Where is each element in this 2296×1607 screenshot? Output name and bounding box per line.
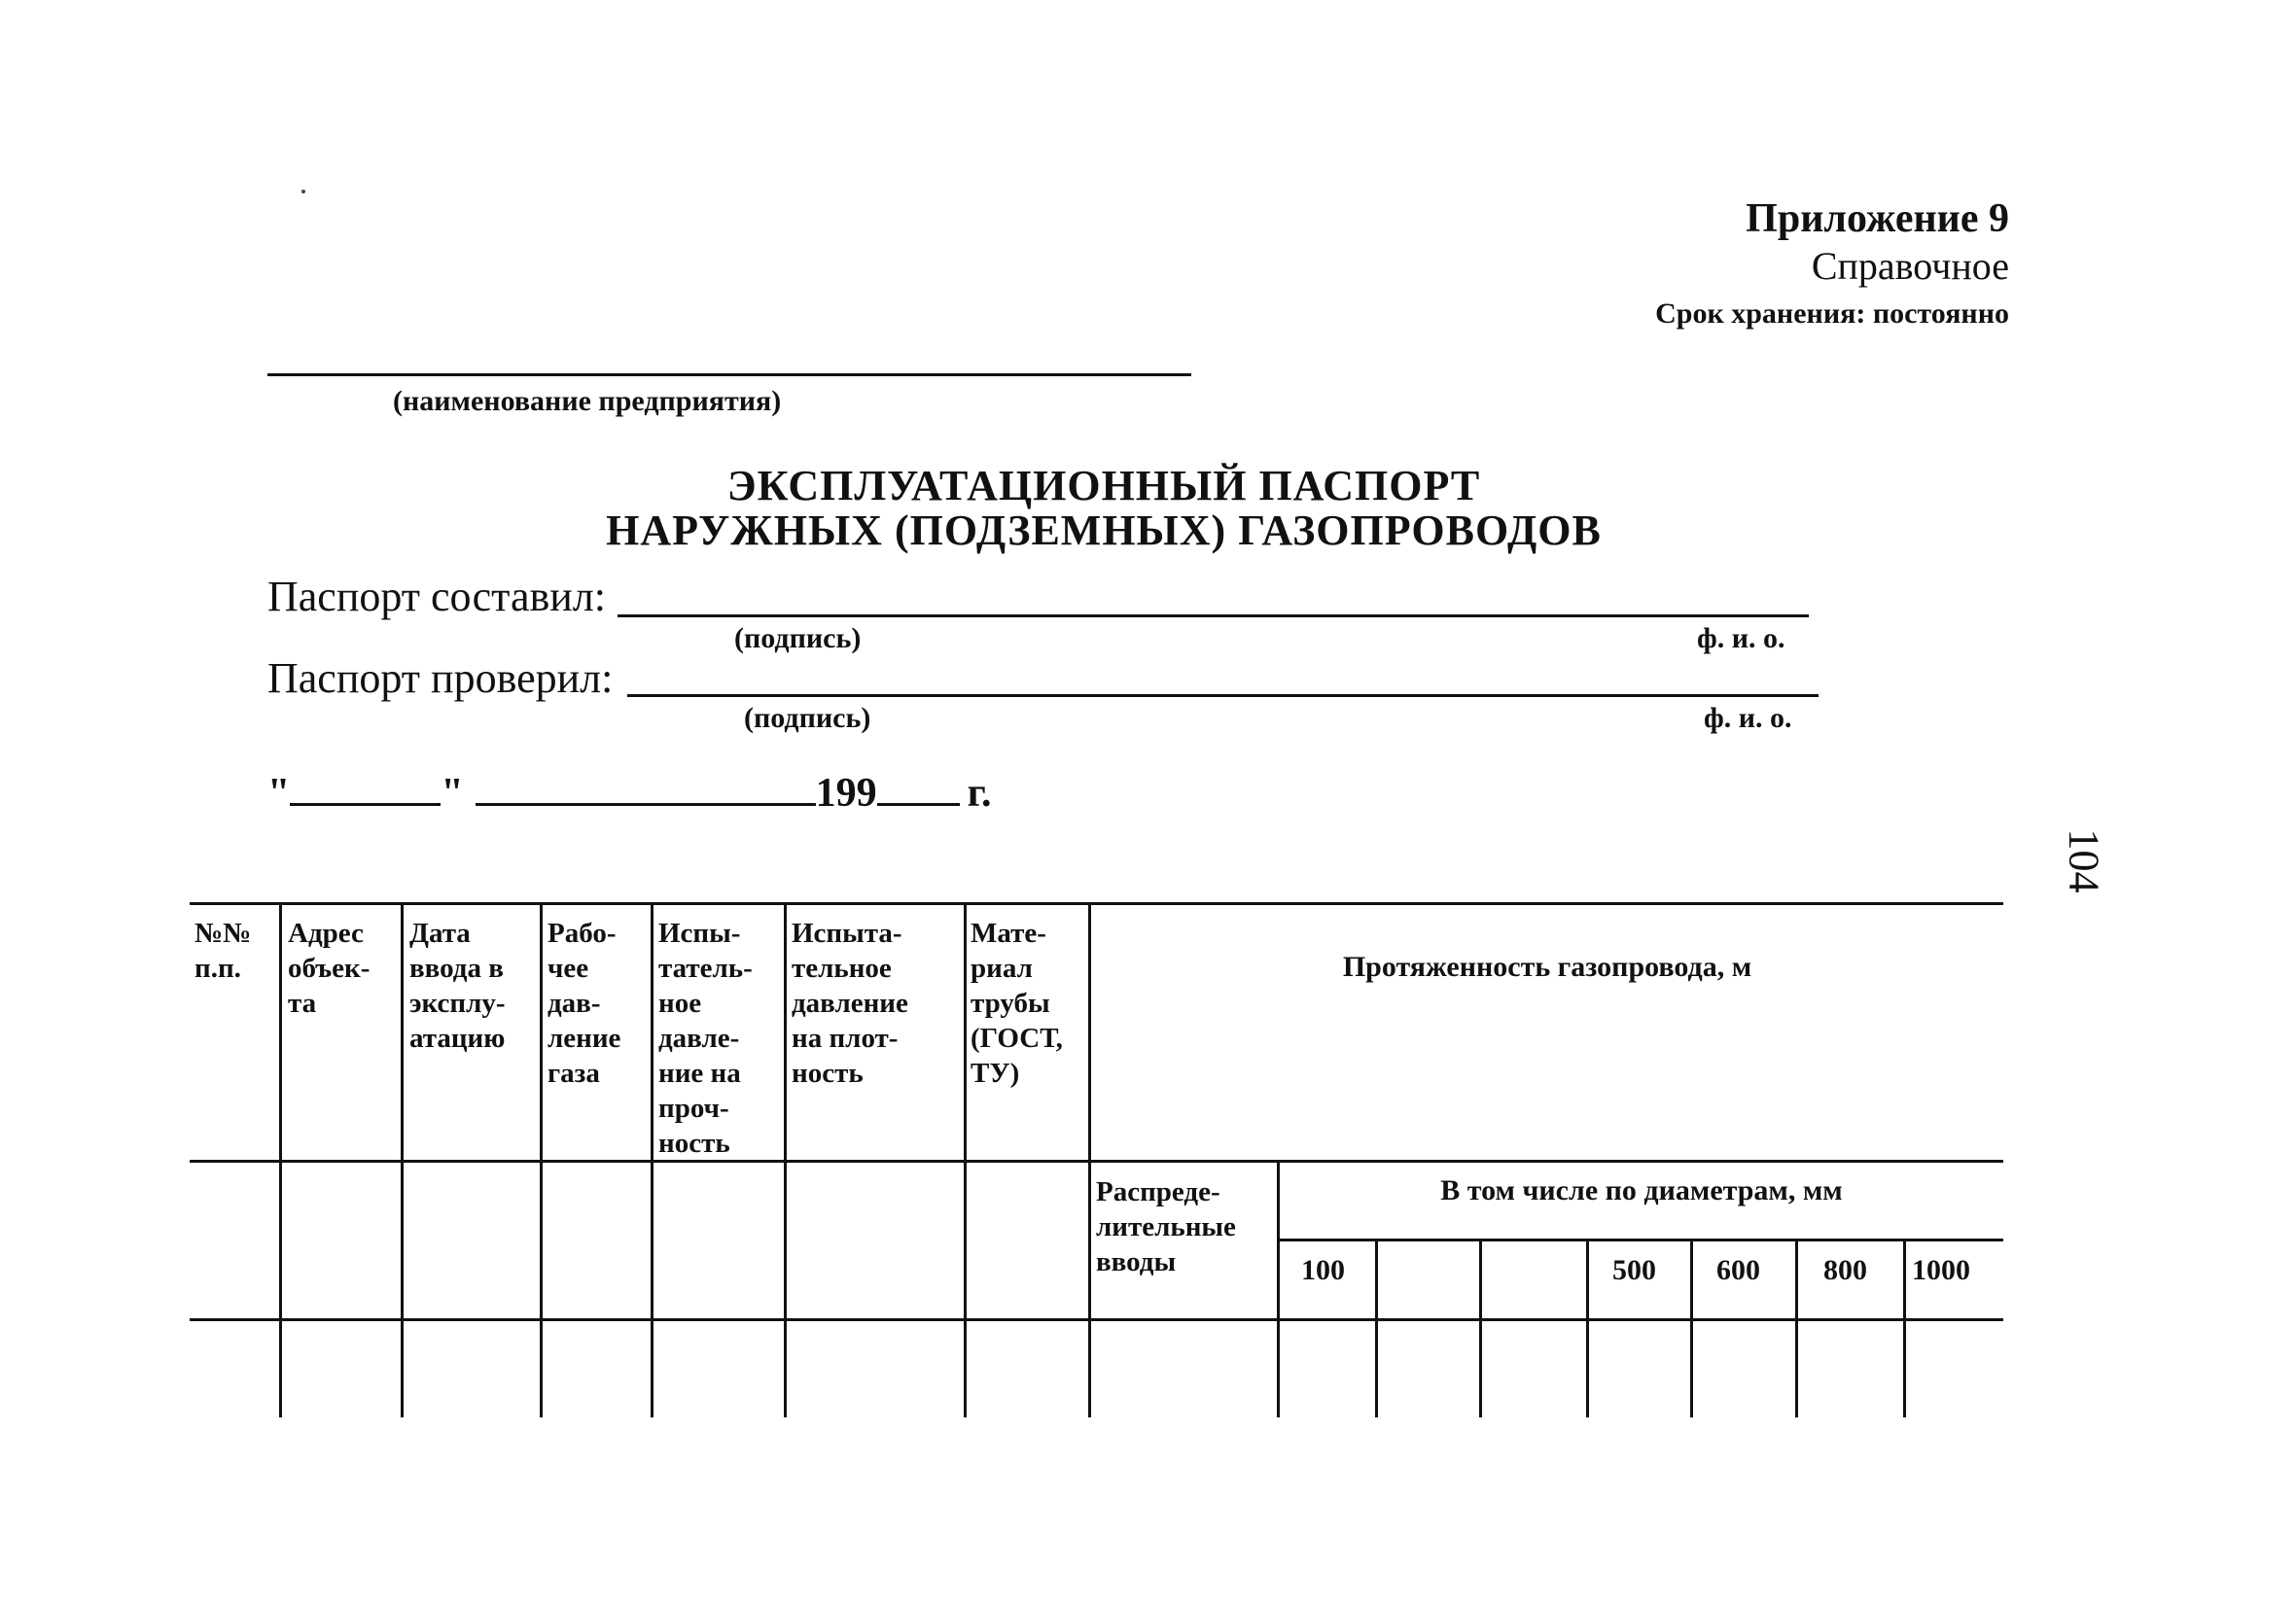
- column-rule: [279, 902, 282, 1417]
- organization-caption: (наименование предприятия): [393, 385, 782, 417]
- diameters-group-header: В том числе по диаметрам, мм: [1440, 1174, 1843, 1206]
- date-row: [267, 770, 992, 814]
- column-rule: [1795, 1239, 1798, 1417]
- date-close-quote: ": [441, 771, 464, 816]
- header-divider-rule: [190, 1160, 2003, 1163]
- checked-by-signature-caption: (подпись): [744, 702, 871, 734]
- year-suffix: г.: [967, 771, 992, 816]
- column-rule: [1903, 1239, 1906, 1417]
- document-title-line1: ЭКСПЛУАТАЦИОННЫЙ ПАСПОРТ: [726, 462, 1481, 509]
- compiled-by-name-caption: ф. и. о.: [1697, 622, 1785, 654]
- appendix-title: Приложение 9: [1746, 196, 2009, 241]
- document-title-line2: НАРУЖНЫХ (ПОДЗЕМНЫХ) ГАЗОПРОВОДОВ: [606, 507, 1602, 554]
- diameter-cell: 800: [1823, 1254, 1867, 1286]
- column-rule: [964, 902, 967, 1417]
- column-rule: [540, 902, 543, 1417]
- reference-label: Справочное: [1811, 244, 2009, 288]
- compiled-by-line: [618, 614, 1809, 617]
- diameters-subheader-rule: [1278, 1239, 2003, 1241]
- checked-by-line: [627, 694, 1819, 697]
- column-header-strength-test-pressure: Испы- татель- ное давле- ние на проч- ность: [658, 918, 753, 1159]
- checked-by-name-caption: ф. и. о.: [1704, 702, 1792, 734]
- column-rule: [1586, 1239, 1589, 1417]
- column-header-density-test-pressure: Испыта- тельное давление на плот- ность: [792, 918, 908, 1089]
- column-header-commissioning-date: Дата ввода в эксплу- атацию: [409, 918, 506, 1054]
- month-blank: [476, 770, 816, 806]
- column-header-working-pressure: Рабо- чее дав- ление газа: [548, 918, 621, 1089]
- diameter-cell: 600: [1716, 1254, 1760, 1286]
- compiled-by-signature-caption: (подпись): [734, 622, 862, 654]
- length-group-header: Протяженность газопровода, м: [1342, 951, 1752, 983]
- year-prefix: 199: [815, 771, 877, 816]
- checked-by-label: Паспорт проверил:: [267, 654, 614, 702]
- date-open-quote: ": [267, 771, 291, 816]
- distribution-inputs-header: Распреде- лительные вводы: [1096, 1176, 1236, 1277]
- column-header-address: Адрес объек- та: [288, 918, 371, 1019]
- storage-period: Срок хранения: постоянно: [1655, 297, 2009, 330]
- column-rule: [401, 902, 404, 1417]
- speck-mark: [301, 190, 305, 193]
- day-blank: [290, 770, 441, 806]
- compiled-by-label: Паспорт составил:: [267, 573, 606, 620]
- page-number: 104: [2060, 828, 2108, 893]
- table-top-rule: [190, 902, 2003, 905]
- diameter-cell: 100: [1301, 1254, 1345, 1286]
- column-rule: [1375, 1239, 1378, 1417]
- year-blank: [877, 770, 960, 806]
- diameter-cell: 1000: [1912, 1254, 1970, 1286]
- column-rule: [1479, 1239, 1482, 1417]
- diameter-cell: 500: [1612, 1254, 1656, 1286]
- header-bottom-rule: [190, 1318, 2003, 1321]
- column-rule: [784, 902, 787, 1417]
- organization-line: [267, 373, 1191, 376]
- column-rule: [1690, 1239, 1693, 1417]
- column-header-pipe-material: Мате- риал трубы (ГОСТ, ТУ): [971, 918, 1063, 1089]
- column-rule: [651, 902, 653, 1417]
- column-header-number: №№ п.п.: [194, 918, 252, 984]
